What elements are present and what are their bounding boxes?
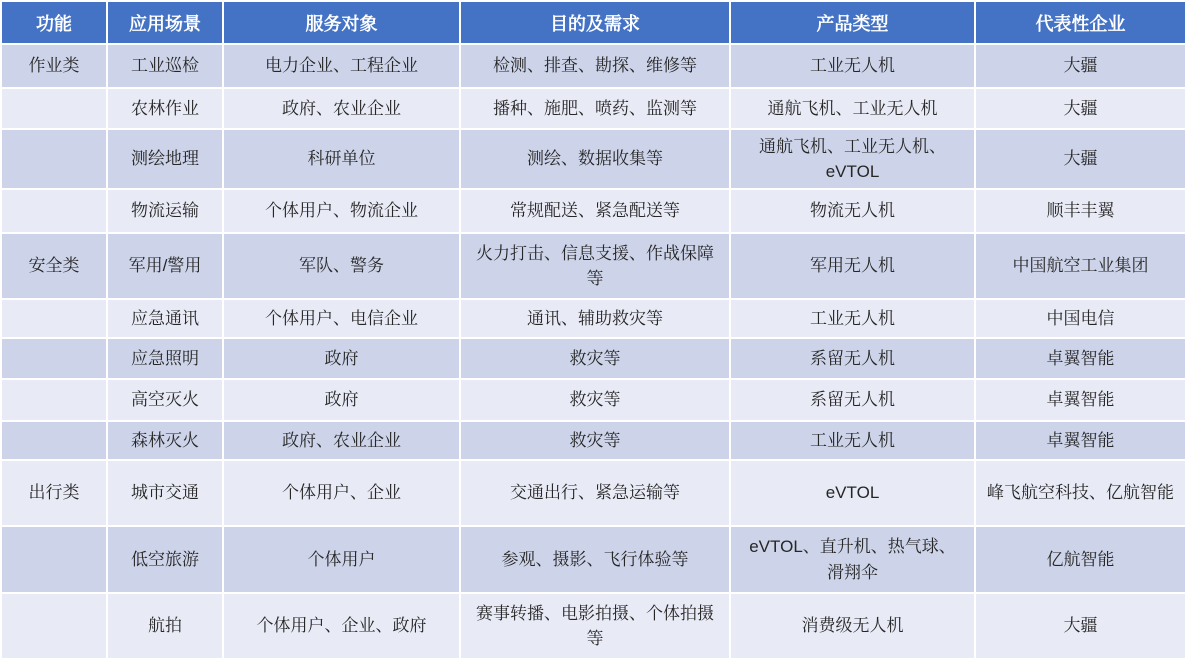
table-row [2,339,1185,378]
column-header-service-target: 服务对象 [224,2,459,43]
cell-service-target: 个体用户、物流企业 [224,190,459,232]
cell-product-type: 军用无人机 [731,234,974,298]
cell-function-group [2,422,106,459]
cell-purpose: 通讯、辅助救灾等 [461,300,729,337]
cell-purpose: 赛事转播、电影拍摄、个体拍摄等 [461,594,729,658]
cell-purpose: 播种、施肥、喷药、监测等 [461,89,729,128]
cell-scenario: 物流运输 [108,190,222,232]
cell-service-target: 科研单位 [224,130,459,188]
cell-product-type: 工业无人机 [731,45,974,87]
cell-company: 亿航智能 [976,527,1185,592]
cell-scenario: 高空灭火 [108,380,222,420]
column-header-scenario: 应用场景 [108,2,222,43]
cell-function-group [2,380,106,420]
cell-service-target: 政府、农业企业 [224,422,459,459]
cell-service-target: 个体用户、企业 [224,461,459,525]
cell-scenario: 应急照明 [108,339,222,378]
cell-service-target: 电力企业、工程企业 [224,45,459,87]
cell-service-target: 个体用户、企业、政府 [224,594,459,658]
table-row [2,461,1185,525]
cell-scenario: 军用/警用 [108,234,222,298]
column-header-function: 功能 [2,2,106,43]
cell-scenario: 低空旅游 [108,527,222,592]
cell-function-group: 安全类 [2,234,106,298]
table-row [2,380,1185,420]
cell-purpose: 参观、摄影、飞行体验等 [461,527,729,592]
cell-product-type: 工业无人机 [731,300,974,337]
cell-product-type: 系留无人机 [731,380,974,420]
cell-purpose: 火力打击、信息支援、作战保障等 [461,234,729,298]
cell-product-type: 系留无人机 [731,339,974,378]
cell-purpose: 检测、排查、勘探、维修等 [461,45,729,87]
cell-scenario: 农林作业 [108,89,222,128]
cell-company: 大疆 [976,130,1185,188]
cell-company: 大疆 [976,89,1185,128]
cell-company: 中国电信 [976,300,1185,337]
cell-company: 卓翼智能 [976,339,1185,378]
cell-purpose: 交通出行、紧急运输等 [461,461,729,525]
cell-service-target: 政府 [224,380,459,420]
cell-product-type: 通航飞机、工业无人机、eVTOL [731,130,974,188]
column-header-representative-company: 代表性企业 [976,2,1185,43]
table-row [2,422,1185,459]
cell-product-type: 工业无人机 [731,422,974,459]
cell-service-target: 政府、农业企业 [224,89,459,128]
cell-function-group [2,130,106,188]
cell-company: 峰飞航空科技、亿航智能 [976,461,1185,525]
cell-scenario: 应急通讯 [108,300,222,337]
cell-purpose: 测绘、数据收集等 [461,130,729,188]
cell-purpose: 常规配送、紧急配送等 [461,190,729,232]
column-header-purpose: 目的及需求 [461,2,729,43]
cell-service-target: 个体用户、电信企业 [224,300,459,337]
cell-company: 顺丰丰翼 [976,190,1185,232]
cell-product-type: eVTOL、直升机、热气球、滑翔伞 [731,527,974,592]
cell-function-group: 出行类 [2,461,106,525]
cell-scenario: 城市交通 [108,461,222,525]
cell-product-type: 物流无人机 [731,190,974,232]
cell-function-group [2,190,106,232]
cell-product-type: 通航飞机、工业无人机 [731,89,974,128]
cell-function-group [2,527,106,592]
cell-company: 卓翼智能 [976,380,1185,420]
cell-product-type: 消费级无人机 [731,594,974,658]
table-row [2,190,1185,232]
table-row [2,89,1185,128]
cell-scenario: 航拍 [108,594,222,658]
table-row [2,594,1185,658]
cell-service-target: 政府 [224,339,459,378]
table-row [2,234,1185,298]
cell-purpose: 救灾等 [461,422,729,459]
cell-function-group [2,89,106,128]
cell-function-group [2,300,106,337]
table-row [2,527,1185,592]
cell-company: 卓翼智能 [976,422,1185,459]
table-header-row [2,2,1185,43]
cell-function-group [2,594,106,658]
column-header-product-type: 产品类型 [731,2,974,43]
cell-company: 大疆 [976,594,1185,658]
cell-service-target: 个体用户 [224,527,459,592]
cell-company: 大疆 [976,45,1185,87]
cell-purpose: 救灾等 [461,380,729,420]
cell-scenario: 森林灭火 [108,422,222,459]
table-body [2,45,1185,658]
cell-purpose: 救灾等 [461,339,729,378]
cell-scenario: 测绘地理 [108,130,222,188]
cell-service-target: 军队、警务 [224,234,459,298]
cell-function-group: 作业类 [2,45,106,87]
table-row [2,130,1185,188]
cell-function-group [2,339,106,378]
cell-scenario: 工业巡检 [108,45,222,87]
table-row [2,45,1185,87]
table-row [2,300,1185,337]
cell-product-type: eVTOL [731,461,974,525]
cell-company: 中国航空工业集团 [976,234,1185,298]
